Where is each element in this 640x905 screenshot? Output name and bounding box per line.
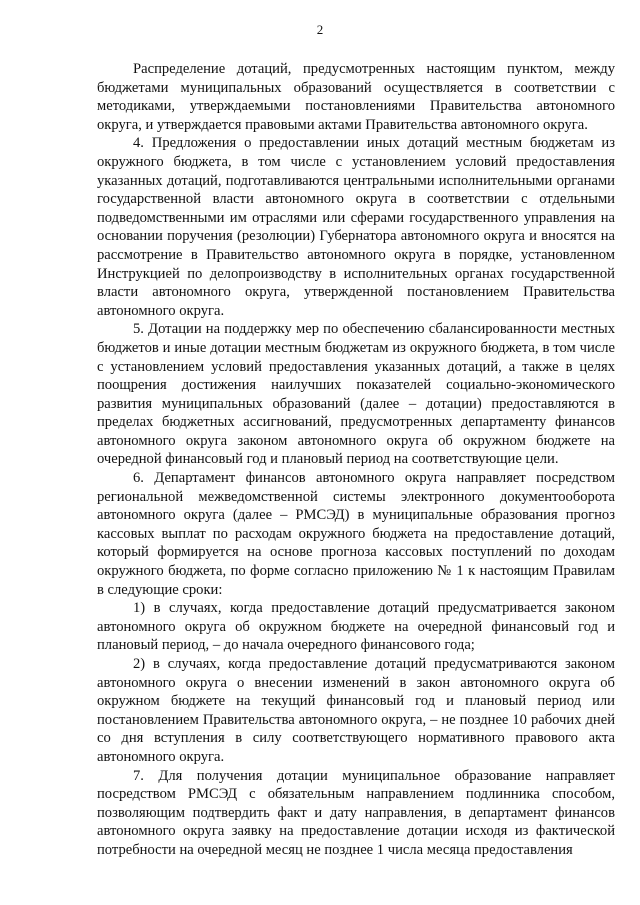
paragraph-subitem-1: 1) в случаях, когда предоставление дотаций предусматривается законом автономного округа об окружном бюджете на очередной финансовый год и плановый период, – до начала очередного финансового года;	[97, 600, 615, 654]
paragraph-item-7: 7. Для получения дотации муниципальное образование направляет посредством РМСЭД с обязательным направлением подлинника способом, позволяющим подтвердить факт и дату направления, в департамент финансов автономного округа заявку на предоставление дотации исходя из фактической потребности на очередной месяц не позднее 1 числа месяца предоставления	[97, 767, 615, 858]
paragraph-item-5: 5. Дотации на поддержку мер по обеспечению сбалансированности местных бюджетов и иные дотации местным бюджетам из окружного бюджета, в том числе с установлением условий предоставления указанных дотаций, а также в целях поощрения достижения наилучших показателей социально-экономического развития муниципальных образований (далее – дотации) предоставляются в пределах бюджетных ассигнований, предусмотренных департаменту финансов автономного округа законом автономного округа об окружном бюджете на очередной финансовый год и плановый период на соответствующие цели.	[97, 321, 615, 468]
document-body	[97, 60, 615, 860]
paragraph-item-4: 4. Предложения о предоставлении иных дотаций местным бюджетам из окружного бюджета, в том числе с установлением условий предоставления указанных дотаций, подготавливаются центральными исполнительными органами государственной власти автономного округа в соответствии с отдельными подведомственными им отраслями или сферами государственного управления на основании поручения (резолюции) Губернатора автономного округа и вносятся на рассмотрение в Правительство автономного округа в порядке, установленном Инструкцией по делопроизводству в исполнительных органах государственной власти автономного округа, утвержденной постановлением Правительства автономного округа.	[97, 135, 615, 319]
paragraph-item-6: 6. Департамент финансов автономного округа направляет посредством региональной межведомственной системы электронного документооборота автономного округа (далее – РМСЭД) в муниципальные образования прогноз кассовых выплат по расходам окружного бюджета на предоставление дотаций, который формируется на основе прогноза кассовых поступлений по доходам окружного бюджета, по форме согласно приложению № 1 к настоящим Правилам в следующие сроки:	[97, 470, 615, 598]
paragraph-distribution: Распределение дотаций, предусмотренных настоящим пунктом, между бюджетами муниципальных образований осуществляется в соответствии с методиками, утверждаемыми постановлениями Правительства автономного округа, и утверждается правовыми актами Правительства автономного округа.	[97, 61, 615, 133]
page-number: 2	[316, 22, 324, 37]
paragraph-subitem-2: 2) в случаях, когда предоставление дотаций предусматриваются законом автономного округа о внесении изменений в закон автономного округа об окружном бюджете на текущий финансовый год и плановый период или постановлением Правительства автономного округа, – не позднее 10 рабочих дней со дня вступления в силу соответствующего нормативного правового акта автономного округа.	[97, 656, 615, 765]
